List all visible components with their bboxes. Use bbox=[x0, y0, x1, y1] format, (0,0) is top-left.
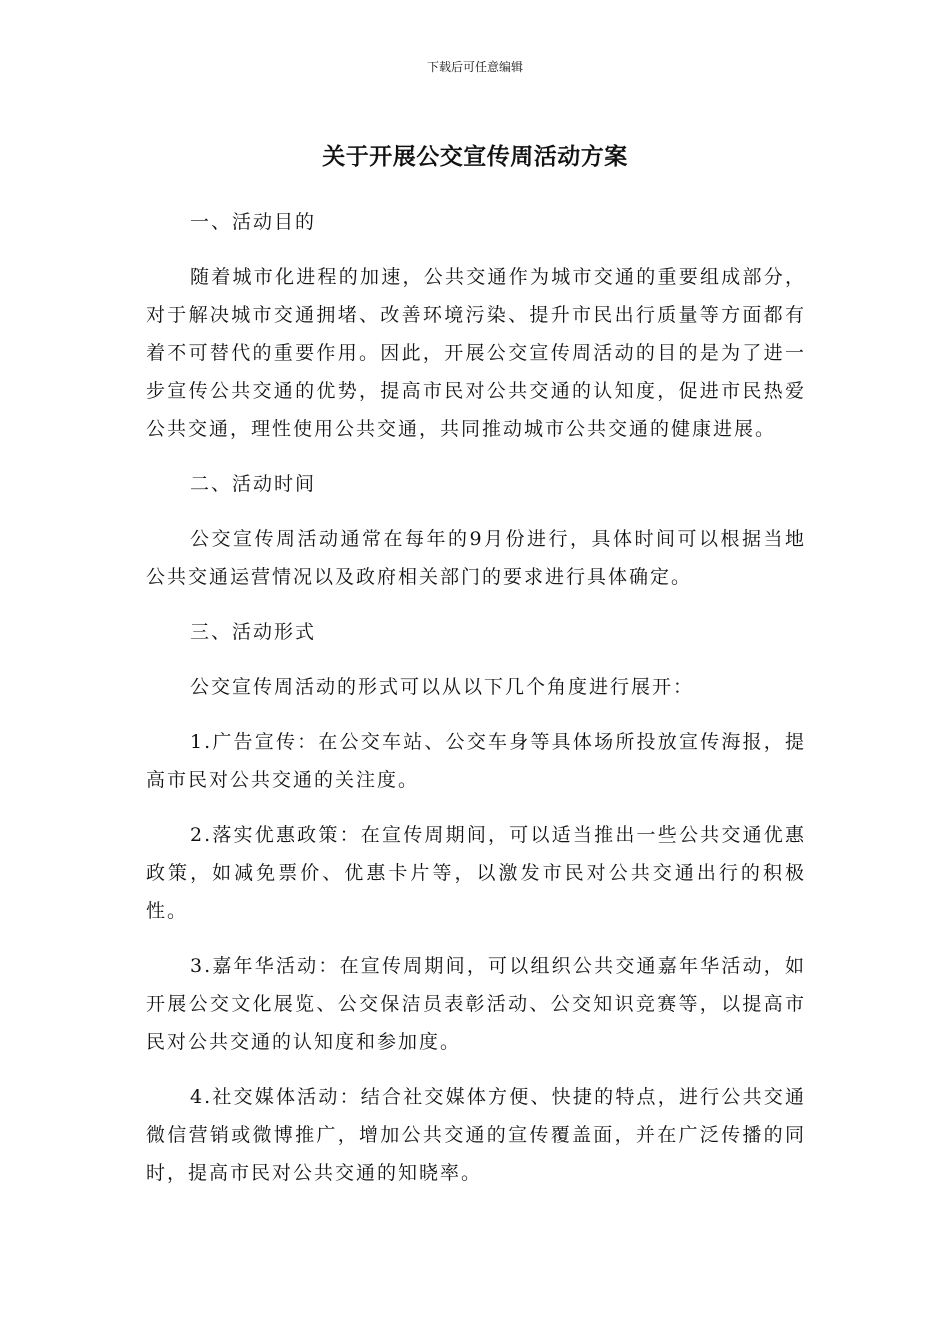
section-heading-time: 二、活动时间 bbox=[190, 473, 317, 495]
list-item-carnival: 3.嘉年华活动：在宣传周期间，可以组织公共交通嘉年华活动，如开展公交文化展览、公交保洁员表彰活动、公交知识竞赛等，以提高市民对公共交通的认知度和参加度。 bbox=[146, 955, 806, 1053]
paragraph-format-intro: 公交宣传周活动的形式可以从以下几个角度进行展开： bbox=[190, 676, 695, 698]
paragraph-time: 公交宣传周活动通常在每年的9月份进行，具体时间可以根据当地公共交通运营情况以及政府相关部门的要求进行具体确定。 bbox=[146, 528, 806, 588]
list-item-advertising: 1.广告宣传：在公交车站、公交车身等具体场所投放宣传海报，提高市民对公共交通的关注度。 bbox=[146, 731, 806, 791]
header-note: 下载后可任意编辑 bbox=[426, 60, 523, 74]
list-item-discount-policy: 2.落实优惠政策：在宣传周期间，可以适当推出一些公共交通优惠政策，如减免票价、优惠卡片等，以激发市民对公共交通出行的积极性。 bbox=[146, 824, 806, 922]
document-title: 关于开展公交宣传周活动方案 bbox=[322, 144, 628, 170]
list-item-social-media: 4.社交媒体活动：结合社交媒体方便、快捷的特点，进行公共交通微信营销或微博推广，增加公共交通的宣传覆盖面，并在广泛传播的同时，提高市民对公共交通的知晓率。 bbox=[146, 1086, 806, 1184]
section-heading-format: 三、活动形式 bbox=[190, 621, 317, 643]
document-body bbox=[146, 203, 806, 1209]
paragraph-purpose: 随着城市化进程的加速，公共交通作为城市交通的重要组成部分，对于解决城市交通拥堵、改善环境污染、提升市民出行质量等方面都有着不可替代的重要作用。因此，开展公交宣传周活动的目的是为了进一步宣传公共交通的优势，提高市民对公共交通的认知度，促进市民热爱公共交通，理性使用公共交通，共同推动城市公共交通的健康进展。 bbox=[146, 266, 806, 440]
section-heading-purpose: 一、活动目的 bbox=[190, 211, 317, 233]
